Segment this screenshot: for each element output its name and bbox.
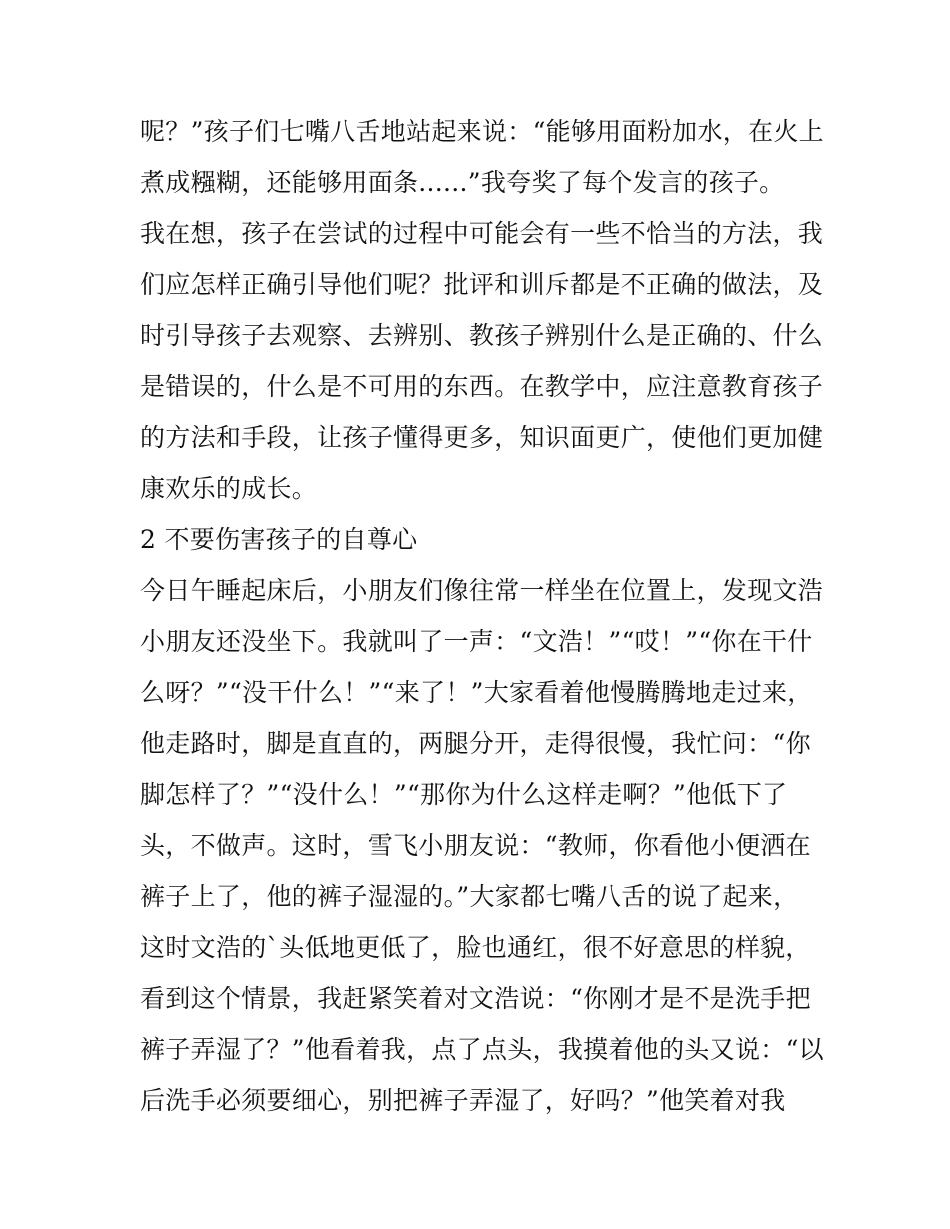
text-line: 是错误的，什么是不可用的东西。在教学中，应注意教育孩子 bbox=[140, 372, 824, 401]
text-line: 煮成糨糊，还能够用面条......”我夸奖了每个发言的孩子。 bbox=[140, 168, 785, 197]
text-line: 裤子弄湿了？”他看着我，点了点头，我摸着他的头又说：“以 bbox=[140, 1035, 824, 1064]
text-line: 康欢乐的成长。 bbox=[140, 474, 318, 503]
text-line: 头，不做声。这时，雪飞小朋友说：“教师，你看他小便洒在 bbox=[140, 831, 811, 860]
text-line: 他走路时，脚是直直的，两腿分开，走得很慢，我忙问：“你 bbox=[140, 729, 811, 758]
text-line: 时引导孩子去观察、去辨别、教孩子辨别什么是正确的、什么 bbox=[140, 321, 824, 350]
text-line: 今日午睡起床后，小朋友们像往常一样坐在位置上，发现文浩 bbox=[140, 576, 824, 605]
text-line: 后洗手必须要细心，别把裤子弄湿了，好吗？”他笑着对我 bbox=[140, 1086, 786, 1115]
section-heading: 2 不要伤害孩子的自尊心 bbox=[140, 525, 418, 554]
text-line: 脚怎样了？”“没什么！”“那你为什么这样走啊？”他低下了 bbox=[140, 780, 788, 809]
text-line: 我在想，孩子在尝试的过程中可能会有一些不恰当的方法，我 bbox=[140, 219, 824, 248]
text-line: 呢？”孩子们七嘴八舌地站起来说：“能够用面粉加水，在火上 bbox=[140, 117, 824, 146]
text-line: 的方法和手段，让孩子懂得更多，知识面更广，使他们更加健 bbox=[140, 423, 824, 452]
text-line: 小朋友还没坐下。我就叫了一声：“文浩！”“哎！”“你在干什 bbox=[140, 627, 813, 656]
text-line: 裤子上了，他的裤子湿湿的。”大家都七嘴八舌的说了起来， bbox=[140, 882, 799, 911]
text-line: 么呀？”“没干什么！”“来了！”大家看着他慢腾腾地走过来， bbox=[140, 678, 813, 707]
text-line: 们应怎样正确引导他们呢？批评和训斥都是不正确的做法，及 bbox=[140, 270, 824, 299]
text-line: 这时文浩的`头低地更低了，脸也通红，很不好意思的样貌， bbox=[140, 933, 811, 962]
text-line: 看到这个情景，我赶紧笑着对文浩说：“你刚才是不是洗手把 bbox=[140, 984, 811, 1013]
document-body bbox=[140, 106, 824, 1126]
